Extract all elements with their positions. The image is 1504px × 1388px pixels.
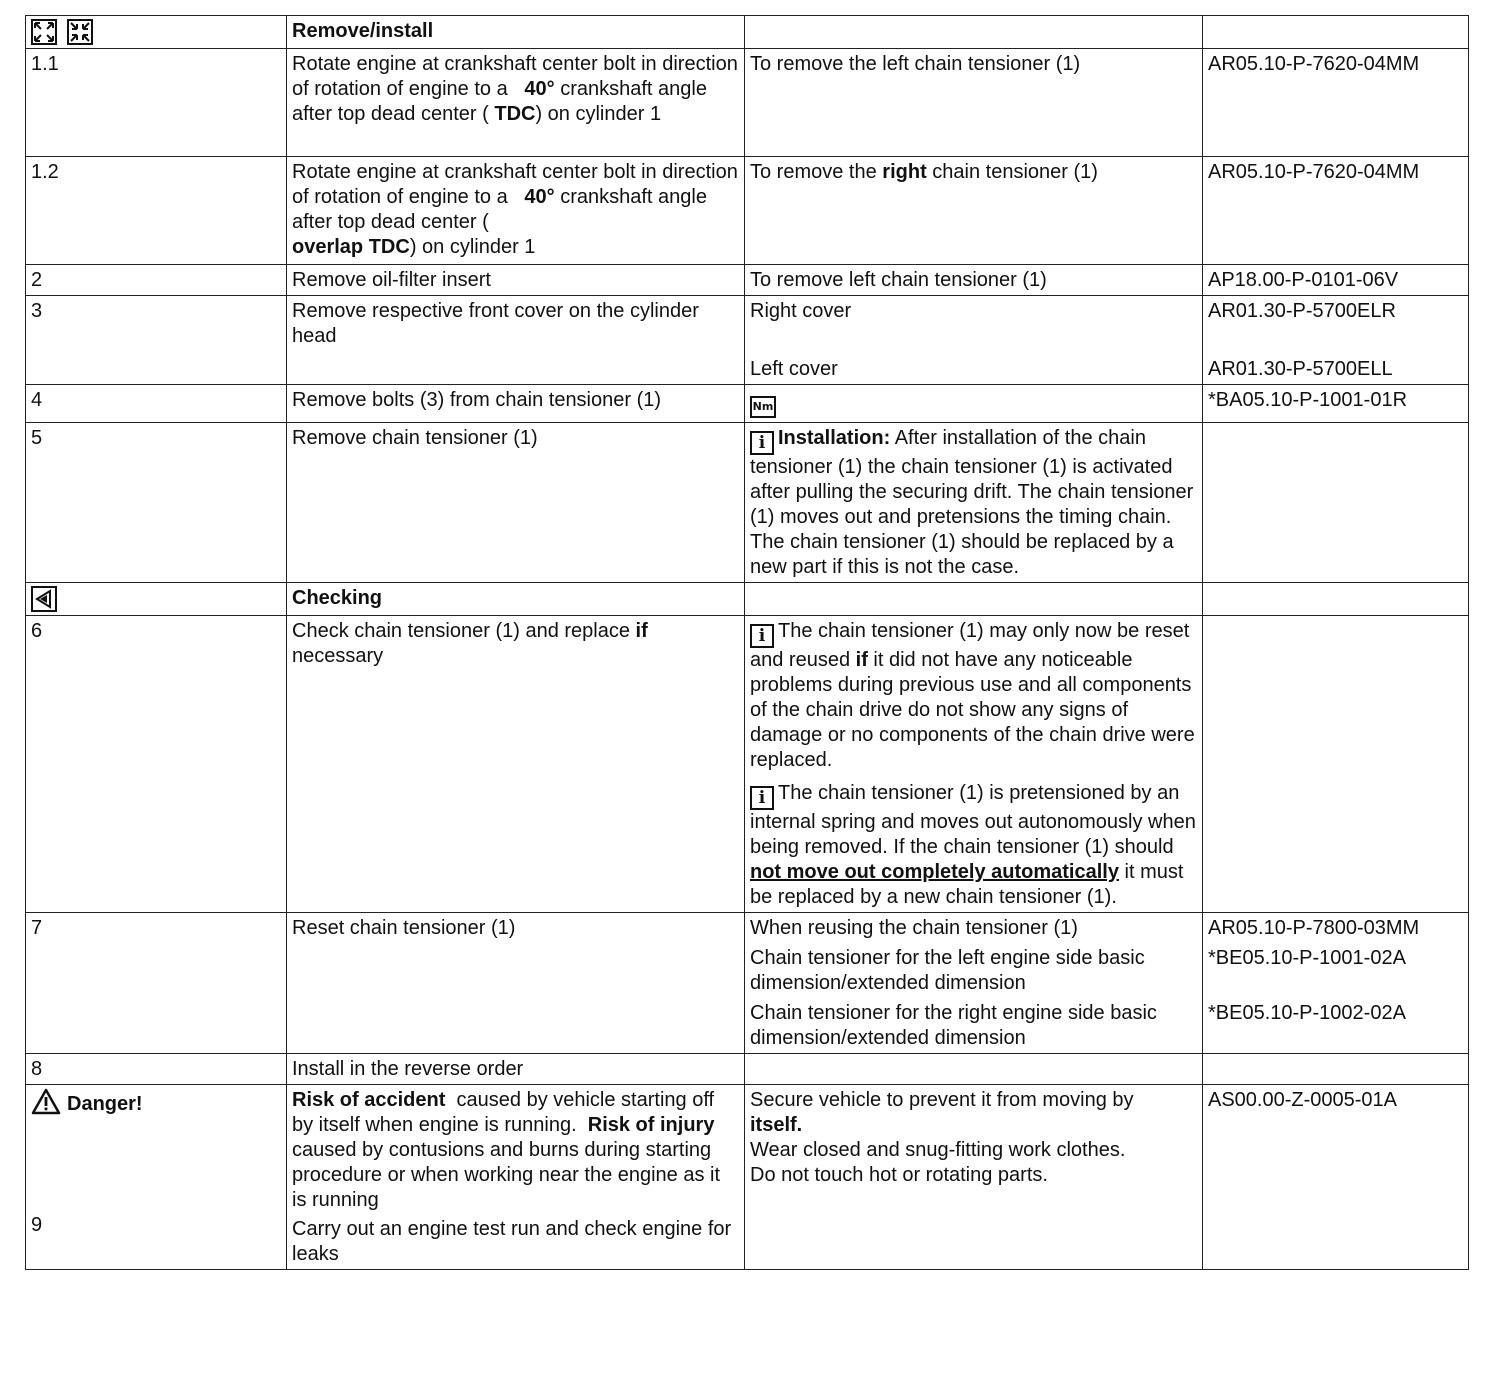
step-note: To remove the left chain tensioner (1) [745, 49, 1203, 157]
step-description: Remove oil-filter insert [287, 265, 745, 296]
step-description: Reset chain tensioner (1) [287, 913, 745, 1054]
step-reference [1203, 296, 1469, 385]
install-arrows-icon [67, 19, 93, 45]
step-reference: AR05.10-P-7800-03MM *BE05.10-P-1001-02A *BE05.10-P-1002-02A [1203, 913, 1469, 1054]
danger-label-cell [26, 1085, 287, 1270]
step-reference: AR05.10-P-7620-04MM [1203, 157, 1469, 265]
step-number: 6 [26, 616, 287, 913]
step-description: Check chain tensioner (1) and replace if necessary [287, 616, 745, 913]
danger-description: Risk of accident caused by vehicle starting off by itself when engine is running. Risk of injury caused by contusions and burns during starting procedure or when working near the engine as it is running [292, 1089, 721, 1211]
section-remove-install-row [26, 16, 1469, 49]
step-description: Rotate engine at crankshaft center bolt in direction of rotation of engine to a 40° crankshaft angle after top dead center ( TDC) on cylinder 1 [287, 49, 745, 157]
step-number: 3 [26, 296, 287, 385]
section-checking-row [26, 583, 1469, 616]
section-title-checking: Checking [287, 583, 745, 616]
info-icon: i [750, 786, 774, 810]
step-row-6 [26, 616, 1469, 913]
danger-label: Danger! [67, 1093, 143, 1115]
step-description: Rotate engine at crankshaft center bolt in direction of rotation of engine to a 40° crankshaft angle after top dead center ( overlap TDC) on cylinder 1 [287, 157, 745, 265]
step-row-5 [26, 423, 1469, 583]
step-row-3 [26, 296, 1469, 385]
step-number: 1.1 [26, 49, 287, 157]
step-row-2 [26, 265, 1469, 296]
step-description: Remove chain tensioner (1) [287, 423, 745, 583]
step-reference: AS00.00-Z-0005-01A [1203, 1085, 1469, 1270]
danger-row [26, 1085, 1469, 1270]
ref-left-cover: AR01.30-P-5700ELL [1208, 358, 1393, 380]
step-number: 4 [26, 385, 287, 423]
checking-icon [31, 586, 57, 612]
remove-arrows-icon [31, 19, 57, 45]
step-number: 5 [26, 423, 287, 583]
step-number: 8 [26, 1054, 287, 1085]
section-title-remove-install: Remove/install [287, 16, 745, 49]
step-number: 7 [26, 913, 287, 1054]
step-note: To remove the right chain tensioner (1) [745, 157, 1203, 265]
danger-notes: Secure vehicle to prevent it from moving by itself. Wear closed and snug-fitting work clothes. Do not touch hot or rotating parts. [745, 1085, 1203, 1270]
step-reference: AR05.10-P-7620-04MM [1203, 49, 1469, 157]
step-row-4 [26, 385, 1469, 423]
info-note-pretension: i The chain tensioner (1) is pretensioned by an internal spring and moves out autonomously when being removed. If the chain tensioner (1) should not move out completely automatically it must be replaced by a new chain tensioner (1). [750, 782, 1196, 908]
step-row-8 [26, 1054, 1469, 1085]
step-note [745, 385, 1203, 423]
step-note: i Installation: After installation of the chain tensioner (1) the chain tensioner (1) is activated after pulling the securing drift. The chain tensioner (1) moves out and pretensions the timing chain. The chain tensioner (1) should be replaced by a new part if this is not the case. [745, 423, 1203, 583]
step-description: Remove bolts (3) from chain tensioner (1) [287, 385, 745, 423]
step-note [745, 616, 1203, 913]
step-row-1-1 [26, 49, 1469, 157]
step-note: When reusing the chain tensioner (1) Chain tensioner for the left engine side basic dimension/extended dimension Chain tensioner for the right engine side basic dimension/extended dimension [745, 913, 1203, 1054]
step-reference: AP18.00-P-0101-06V [1203, 265, 1469, 296]
step-reference: *BA05.10-P-1001-01R [1203, 385, 1469, 423]
step-number: 1.2 [26, 157, 287, 265]
step-number: 2 [26, 265, 287, 296]
note-left-cover: Left cover [750, 358, 838, 380]
info-icon: i [750, 431, 774, 455]
step-9-description: Carry out an engine test run and check engine for leaks [292, 1218, 732, 1265]
note-right-cover: Right cover [750, 300, 852, 322]
step-row-7 [26, 913, 1469, 1054]
repair-procedure-table [25, 15, 1469, 1270]
warning-triangle-icon [31, 1088, 61, 1115]
info-icon: i [750, 624, 774, 648]
step-description: Remove respective front cover on the cylinder head [287, 296, 745, 385]
torque-nm-icon: Nm [750, 396, 776, 418]
step-note: To remove left chain tensioner (1) [745, 265, 1203, 296]
step-number-9: 9 [31, 1214, 43, 1236]
remove-install-icons [26, 16, 287, 49]
step-row-1-2 [26, 157, 1469, 265]
step-description: Install in the reverse order [287, 1054, 745, 1085]
step-note [745, 296, 1203, 385]
step-description [287, 1085, 745, 1270]
ref-right-cover: AR01.30-P-5700ELR [1208, 300, 1396, 322]
info-note-reuse: i The chain tensioner (1) may only now be reset and reused if it did not have any noticeable problems during previous use and all components of the chain drive do not show any signs of damage or no components of the chain drive were replaced. [750, 620, 1195, 771]
